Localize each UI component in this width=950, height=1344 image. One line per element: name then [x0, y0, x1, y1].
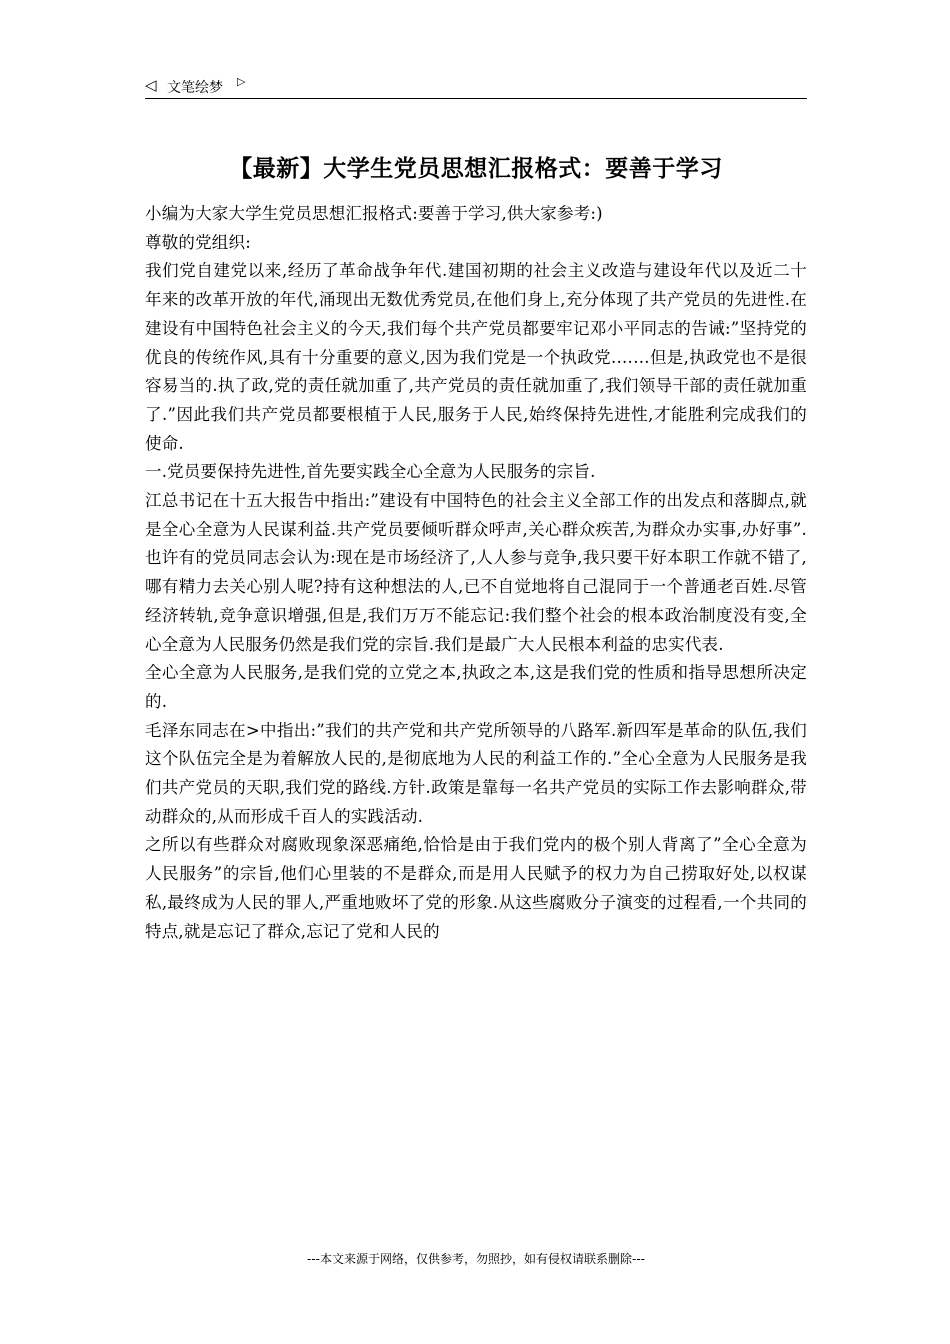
- section-heading: 一.党员要保持先进性,首先要实践全心全意为人民服务的宗旨.: [145, 462, 596, 482]
- brand-name: 文笔绘梦: [167, 80, 223, 96]
- paragraph: 全心全意为人民服务,是我们党的立党之本,执政之本,这是我们党的性质和指导思想所决定的.: [145, 663, 807, 711]
- paragraph: 我们党自建党以来,经历了革命战争年代.建国初期的社会主义改造与建设年代以及近二十年来的改革开放的年代,涌现出无数优秀党员,在他们身上,充分体现了共产党员的先进性.在建设有中国特色社会主义的今天,我们每个共产党员都要牢记邓小平同志的告诫:”坚持党的优良的传统作风,具有十分重要的意义,因为我们党是一个执政党.……但是,执政党也不是很容易当的.执了政,党的责任就加重了,共产党员的责任就加重了,我们领导干部的责任就加重了.”因此我们共产党员都要根植于人民,服务于人民,始终保持先进性,才能胜利完成我们的使命.: [145, 261, 807, 453]
- document-title: 【最新】大学生党员思想汇报格式：要善于学习: [229, 156, 723, 182]
- footer-disclaimer: ---本文来源于网络，仅供参考，勿照抄，如有侵权请联系删除---: [307, 1252, 645, 1266]
- paragraph: 之所以有些群众对腐败现象深恶痛绝,恰恰是由于我们党内的极个别人背离了”全心全意为人民服务”的宗旨,他们心里装的不是群众,而是用人民赋予的权力为自己捞取好处,以权谋私,最终成为人民的罪人,严重地败坏了党的形象.从这些腐败分子演变的过程看,一个共同的特点,就是忘记了群众,忘记了党和人民的: [145, 835, 807, 941]
- triangle-left-icon: ◁: [145, 76, 157, 94]
- triangle-right-icon: ▷: [237, 75, 246, 88]
- paragraph: 江总书记在十五大报告中指出:”建设有中国特色的社会主义全部工作的出发点和落脚点,就是全心全意为人民谋利益.共产党员要倾听群众呼声,关心群众疾苦,为群众办实事,办好事”.也许有的党员同志会认为:现在是市场经济了,人人参与竞争,我只要干好本职工作就不错了,哪有精力去关心别人呢?持有这种想法的人,已不自觉地将自己混同于一个普通老百姓.尽管经济转轨,竞争意识增强,但是,我们万万不能忘记:我们整个社会的根本政治制度没有变,全心全意为人民服务仍然是我们党的宗旨.我们是最广大人民根本利益的忠实代表.: [145, 491, 807, 654]
- salutation: 尊敬的党组织:: [145, 232, 251, 252]
- page-header: [145, 72, 807, 99]
- paragraph: 毛泽东同志在>中指出:”我们的共产党和共产党所领导的八路军.新四军是革命的队伍,我们这个队伍完全是为着解放人民的,是彻底地为人民的利益工作的.”全心全意为人民服务是我们共产党员的天职,我们党的路线.方针.政策是靠每一名共产党员的实际工作去影响群众,带动群众的,从而形成千百人的实践活动.: [145, 720, 807, 826]
- intro-line: 小编为大家大学生党员思想汇报格式:要善于学习,供大家参考:): [145, 204, 603, 223]
- document-body: [145, 200, 807, 946]
